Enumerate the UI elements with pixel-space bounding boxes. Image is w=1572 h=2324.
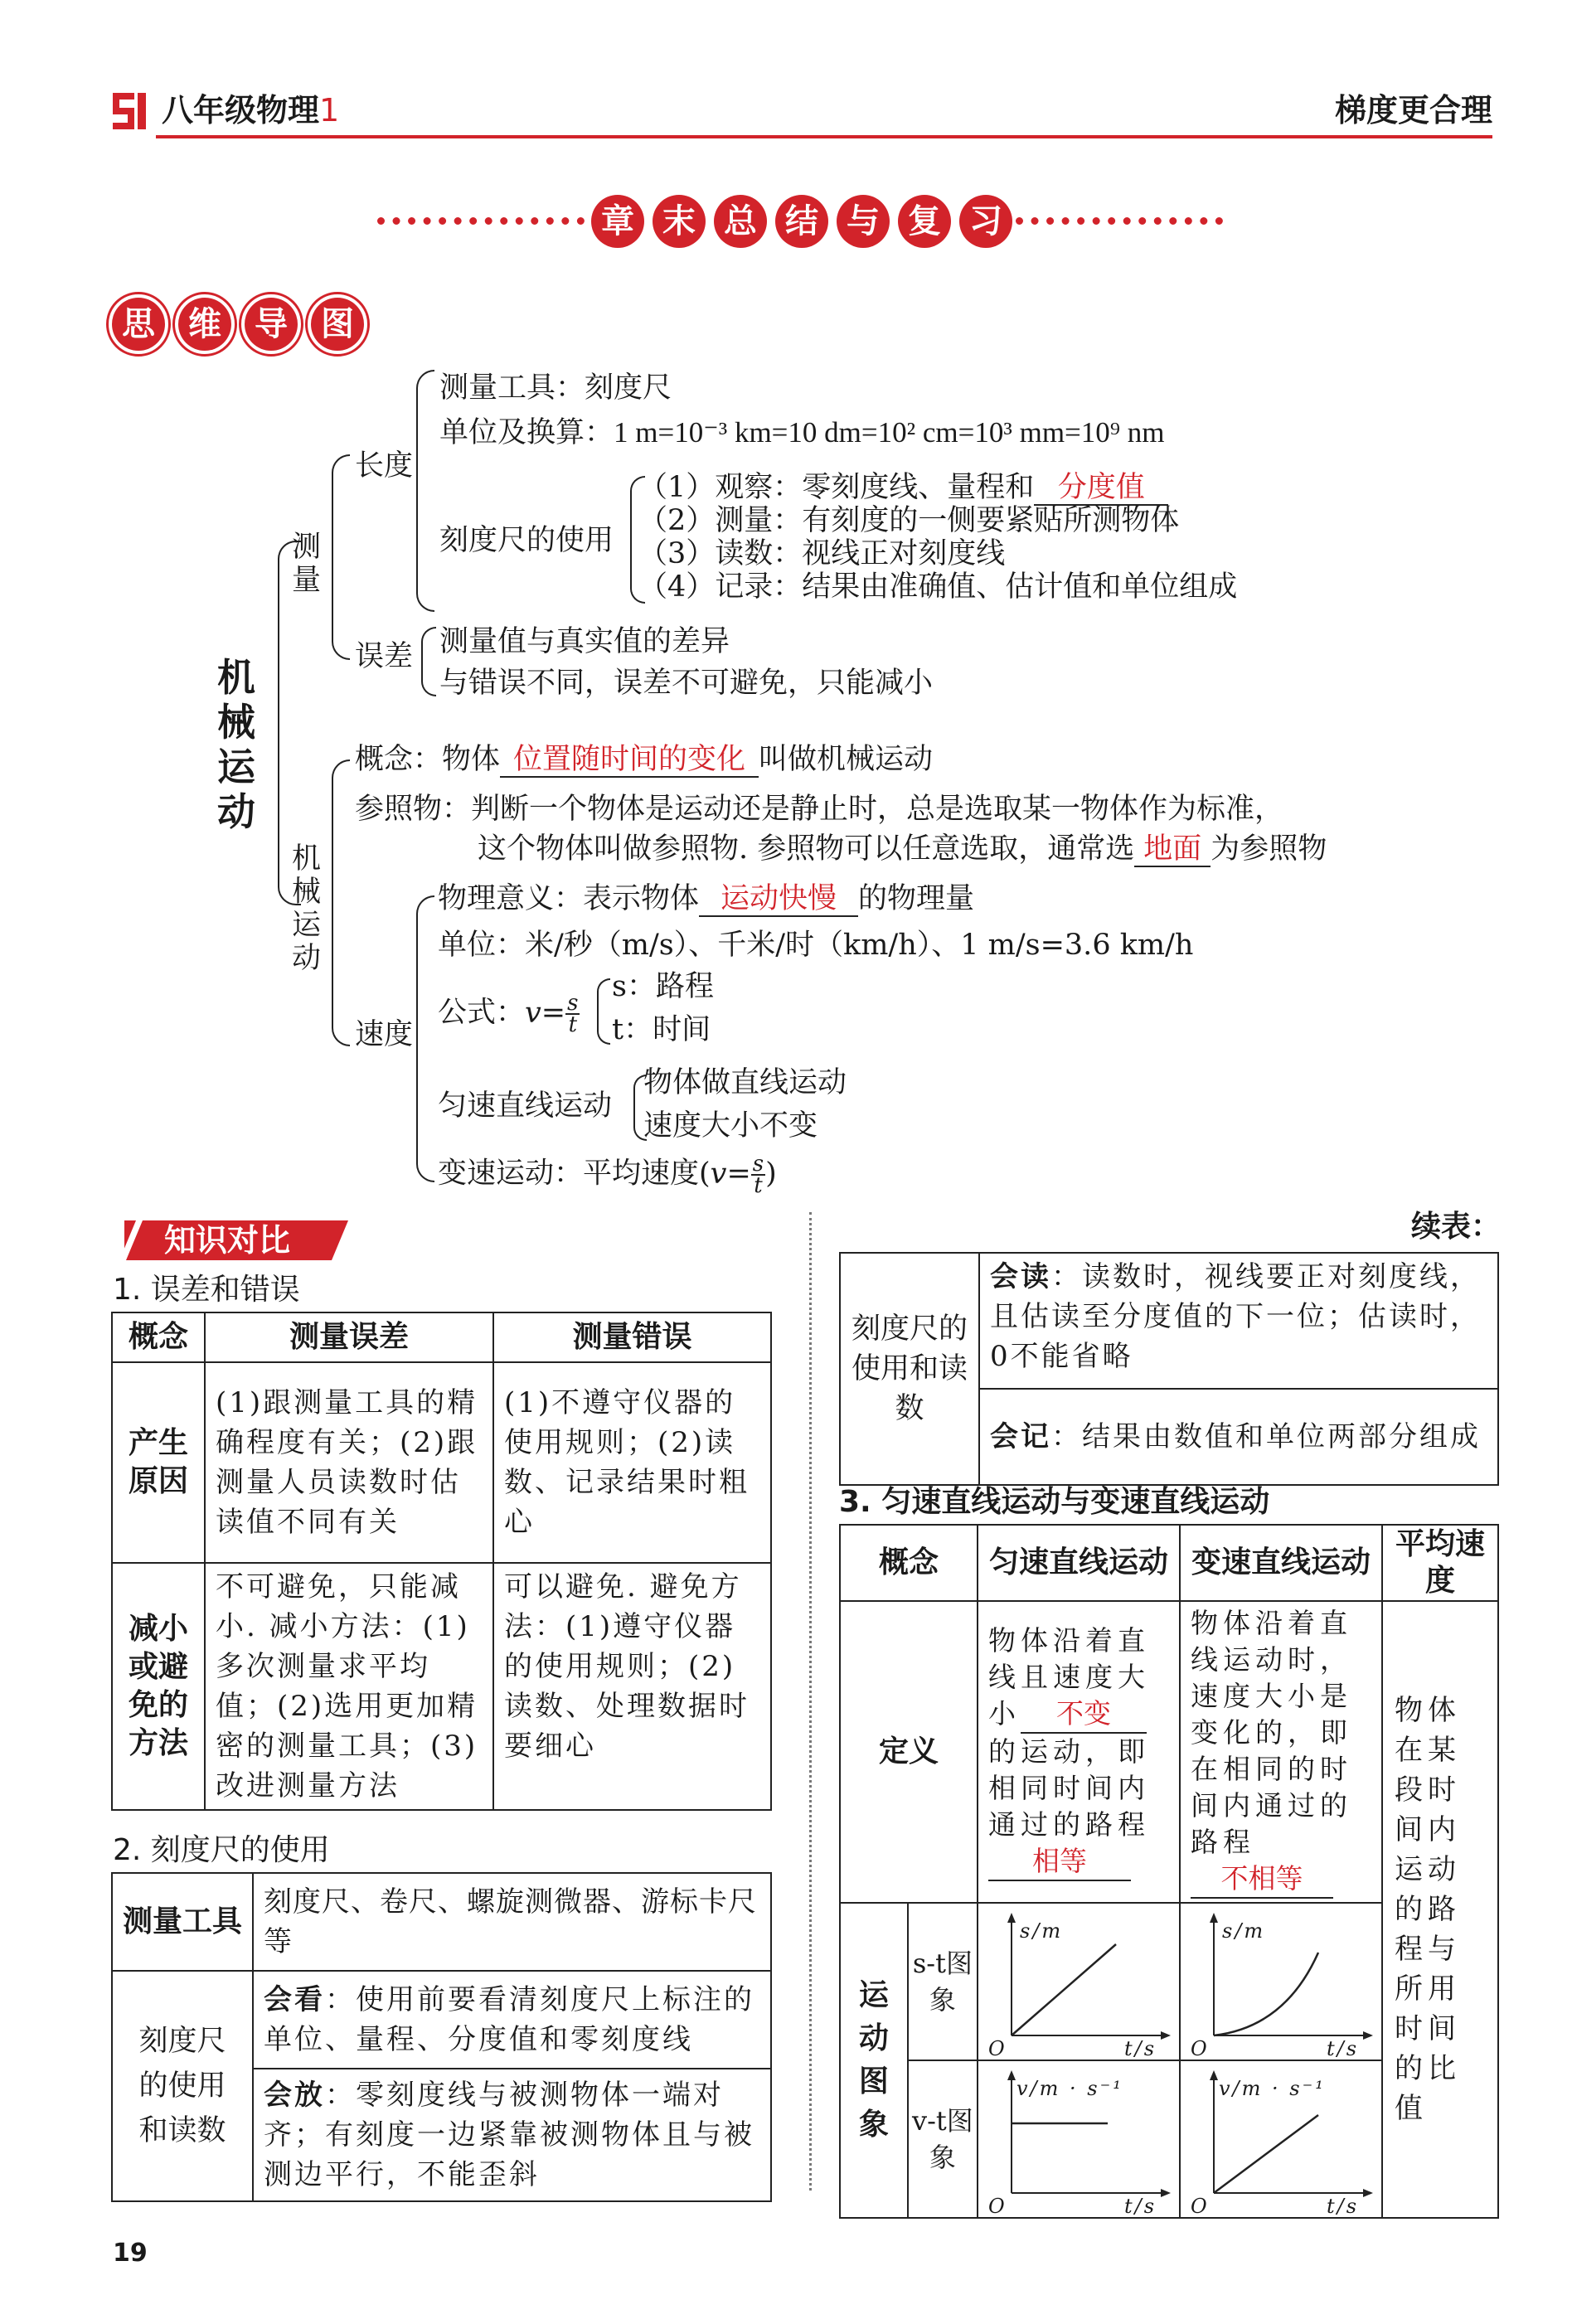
mm-ruler-use: 刻度尺的使用 bbox=[439, 524, 614, 557]
heading-char: 导 bbox=[245, 298, 298, 351]
mindmap-root: 机械运动 bbox=[217, 655, 255, 834]
mm-record-step: （4）记录：结果由准确值、估计值和单位组成 bbox=[638, 570, 1238, 604]
row-tool-label: 测量工具 bbox=[112, 1873, 253, 1971]
st-uniform-xlabel: t/s bbox=[1124, 2037, 1157, 2060]
cont-use-label: 刻度尺的使用和读数 bbox=[840, 1253, 979, 1485]
vt-variable-ylabel: v/m · s⁻¹ bbox=[1219, 2077, 1326, 2100]
vt-variable-xlabel: t/s bbox=[1327, 2195, 1360, 2218]
cell-record: 会记：结果由数值和单位两部分组成 bbox=[979, 1389, 1498, 1485]
banner-char: 末 bbox=[653, 195, 706, 248]
banner-char: 习 bbox=[959, 195, 1012, 248]
row-graph-label: 运动图象 bbox=[840, 1903, 908, 2218]
mm-unit-line: 单位：米/秒（m/s）、千米/时（km/h）、1 m/s=3.6 km/h bbox=[438, 929, 1194, 962]
mm-formula-t: t：时间 bbox=[612, 1013, 711, 1046]
mm-uniform-1: 物体做直线运动 bbox=[643, 1066, 847, 1099]
st-uniform-graph bbox=[983, 1911, 1174, 2060]
th-error: 测量误差 bbox=[205, 1312, 493, 1362]
vt-uniform-origin: O bbox=[988, 2195, 1007, 2218]
banner-dots-right bbox=[1016, 217, 1223, 225]
sec1-title: 1. 误差和错误 bbox=[113, 1273, 300, 1307]
cell-average-def: 物体在某段时间内运动的路程与所用时间的比值 bbox=[1382, 1601, 1498, 2218]
vt-uniform-graph bbox=[983, 2069, 1174, 2218]
vt-variable-line bbox=[1214, 2115, 1318, 2193]
mm-read-step: （3）读数：视线正对刻度线 bbox=[638, 537, 1006, 570]
continued-label: 续表： bbox=[1411, 1210, 1502, 1244]
cell-st-uniform bbox=[978, 1903, 1180, 2060]
table-uniform-variable bbox=[839, 1524, 1499, 2219]
mm-error-2: 与错误不同，误差不可避免，只能减小 bbox=[439, 667, 934, 700]
th3-concept: 概念 bbox=[840, 1525, 978, 1601]
th3-variable: 变速直线运动 bbox=[1180, 1525, 1382, 1601]
st-variable-curve bbox=[1214, 1953, 1318, 2035]
table-error-mistake bbox=[111, 1312, 772, 1811]
row-st-label: s-t图象 bbox=[908, 1903, 978, 2060]
table-ruler-use bbox=[111, 1872, 772, 2202]
cell-reduce-error: 不可避免，只能减小. 减小方法：(1)多次测量求平均值；(2)选用更加精密的测量工具；(3)改进测量方法 bbox=[205, 1563, 493, 1810]
banner-char: 章 bbox=[591, 195, 644, 248]
table-ruler-read bbox=[839, 1252, 1499, 1486]
header-logo bbox=[109, 90, 149, 133]
heading-char: 思 bbox=[112, 298, 165, 351]
mm-observe: （1）观察：零刻度线、量程和 分度值 bbox=[638, 471, 1168, 506]
header-rule bbox=[156, 135, 1492, 138]
mm-concept: 概念：物体 位置随时间的变化 叫做机械运动 bbox=[355, 743, 934, 776]
row-vt-label: v-t图象 bbox=[908, 2060, 978, 2218]
branch-measure: 测量 bbox=[292, 531, 322, 597]
vt-variable-graph bbox=[1186, 2069, 1376, 2218]
mm-uniform-2: 速度大小不变 bbox=[643, 1109, 818, 1143]
mm-ref-2: 这个物体叫做参照物. 参照物可以任意选取，通常选 地面 为参照物 bbox=[478, 832, 1327, 866]
st-variable-ylabel: s/m bbox=[1222, 1919, 1266, 1943]
th-mistake: 测量错误 bbox=[493, 1312, 771, 1362]
cell-place: 会放：零刻度线与被测物体一端对齐；有刻度一边紧靠被测物体且与被测边平行，不能歪斜 bbox=[253, 2069, 771, 2201]
speed-brace bbox=[416, 895, 434, 1182]
column-divider bbox=[809, 1212, 812, 2191]
mm-variable: 变速运动：平均速度(v= $\frac{s}{t}$ ) bbox=[438, 1152, 777, 1198]
st-variable-xlabel: t/s bbox=[1327, 2037, 1360, 2060]
st-variable-origin: O bbox=[1191, 2037, 1210, 2060]
cell-reduce-mistake: 可以避免. 避免方法：(1)遵守仪器的使用规则；(2)读数、处理数据时要细心 bbox=[493, 1563, 771, 1810]
mm-ref-1: 参照物：判断一个物体是运动还是静止时，总是选取某一物体作为标准， bbox=[355, 793, 1284, 826]
vt-uniform-ylabel: v/m · s⁻¹ bbox=[1016, 2077, 1123, 2100]
mm-formula-s: s：路程 bbox=[612, 970, 714, 1003]
mindmap-heading bbox=[106, 292, 371, 358]
th3-uniform: 匀速直线运动 bbox=[978, 1525, 1180, 1601]
mm-uniform: 匀速直线运动 bbox=[438, 1089, 613, 1123]
error-brace bbox=[421, 627, 436, 696]
cell-cause-mistake: (1)不遵守仪器的使用规则；(2)读数、记录结果时粗心 bbox=[493, 1362, 771, 1563]
mm-error-1: 测量值与真实值的差异 bbox=[439, 625, 730, 658]
sec2-title: 2. 刻度尺的使用 bbox=[113, 1833, 330, 1867]
formula-brace bbox=[597, 978, 610, 1045]
heading-char: 图 bbox=[311, 298, 364, 351]
st-variable-graph bbox=[1186, 1911, 1376, 2060]
banner-char: 与 bbox=[837, 195, 890, 248]
mm-phys: 物理意义：表示物体 运动快慢 的物理量 bbox=[438, 882, 975, 915]
cell-cause-error: (1)跟测量工具的精确程度有关；(2)跟测量人员读数时估读值不同有关 bbox=[205, 1362, 493, 1563]
cell-st-variable bbox=[1180, 1903, 1382, 2060]
branch-motion: 机械运动 bbox=[292, 842, 322, 975]
cell-tool-value: 刻度尺、卷尺、螺旋测微器、游标卡尺等 bbox=[253, 1873, 771, 1971]
cell-variable-def: 物体沿着直线运动时，速度大小是变化的，即在相同的时间内通过的路程不相等 bbox=[1180, 1601, 1382, 1903]
compare-heading: 知识对比 bbox=[124, 1217, 357, 1264]
branch-length: 长度 bbox=[355, 449, 414, 483]
mm-tool: 测量工具：刻度尺 bbox=[439, 371, 672, 405]
row-def-label: 定义 bbox=[840, 1601, 978, 1903]
header-book-title: 八年级物理1 bbox=[162, 92, 340, 129]
mm-units: 单位及换算：1 m=10⁻³ km=10 dm=10² cm=10³ mm=10⁹ nm bbox=[439, 416, 1165, 449]
cell-vt-uniform bbox=[978, 2060, 1180, 2218]
length-brace bbox=[416, 370, 434, 612]
motion-brace bbox=[332, 759, 350, 1046]
page-number: 19 bbox=[113, 2239, 148, 2268]
cell-uniform-def: 物体沿着直线且速度大小 不变的运动，即相同时间内通过的路程相等 bbox=[978, 1601, 1180, 1903]
cell-look: 会看：使用前要看清刻度尺上标注的单位、量程、分度值和零刻度线 bbox=[253, 1971, 771, 2069]
banner-dots-left bbox=[377, 217, 585, 225]
sec3-title: 3. 匀速直线运动与变速直线运动 bbox=[839, 1485, 1270, 1519]
banner-char: 复 bbox=[898, 195, 951, 248]
th-concept: 概念 bbox=[112, 1312, 205, 1362]
cell-read: 会读：读数时，视线要正对刻度线，且估读至分度值的下一位；估读时，0不能省略 bbox=[979, 1253, 1498, 1389]
branch-speed: 速度 bbox=[355, 1018, 414, 1051]
th3-average: 平均速度 bbox=[1382, 1525, 1498, 1601]
banner-char: 总 bbox=[714, 195, 767, 248]
st-uniform-line bbox=[1012, 1944, 1116, 2035]
banner-char: 结 bbox=[775, 195, 828, 248]
cell-vt-variable bbox=[1180, 2060, 1382, 2218]
measure-brace bbox=[332, 454, 350, 660]
row-cause-label: 产生原因 bbox=[112, 1362, 205, 1563]
heading-char: 维 bbox=[178, 298, 231, 351]
mm-measure-step: （2）测量：有刻度的一侧要紧贴所测物体 bbox=[638, 504, 1180, 537]
row-use-label: 刻度尺的使用和读数 bbox=[112, 1971, 253, 2201]
st-uniform-ylabel: s/m bbox=[1020, 1919, 1064, 1943]
st-uniform-origin: O bbox=[988, 2037, 1007, 2060]
vt-uniform-xlabel: t/s bbox=[1124, 2195, 1157, 2218]
row-reduce-label: 减小或避免的方法 bbox=[112, 1563, 205, 1810]
header-series: 梯度更合理 bbox=[1334, 92, 1492, 129]
banner-title bbox=[591, 191, 1012, 252]
mm-formula: 公式：v= $\frac{s}{t}$ bbox=[438, 991, 579, 1037]
branch-error: 误差 bbox=[355, 640, 414, 673]
vt-variable-origin: O bbox=[1191, 2195, 1210, 2218]
